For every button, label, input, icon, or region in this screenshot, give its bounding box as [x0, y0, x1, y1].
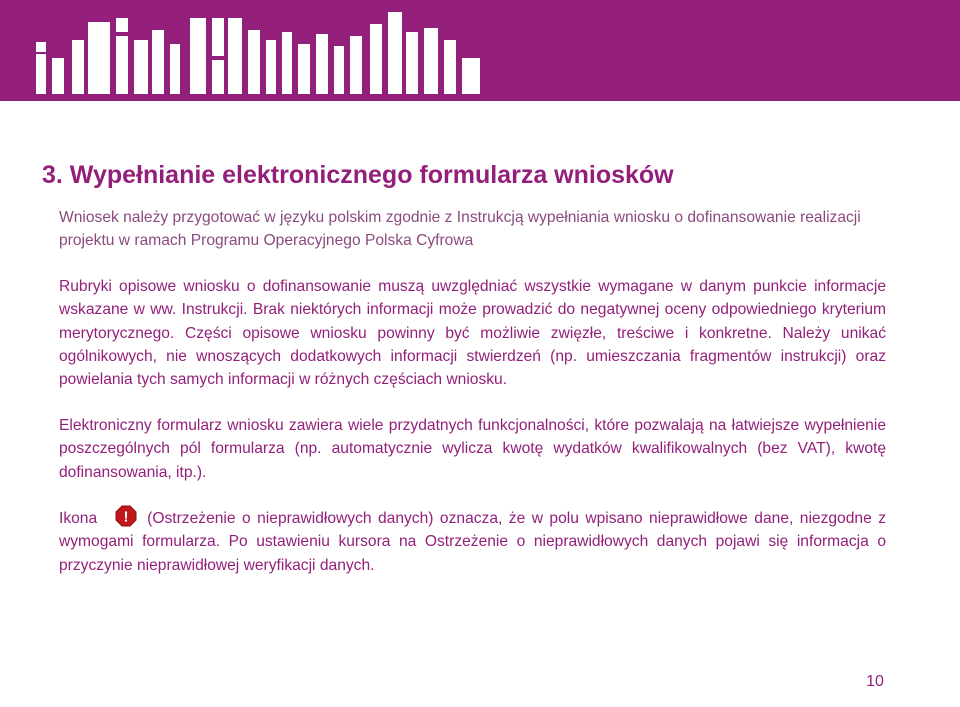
slide-title: 3. Wypełnianie elektronicznego formularza wniosków — [42, 161, 674, 189]
brand-logo-blocks — [0, 0, 960, 101]
header-banner — [0, 0, 960, 101]
svg-text:!: ! — [123, 508, 129, 526]
paragraph-warning-prefix: Ikona — [59, 510, 98, 528]
paragraph-descriptive-sections: Rubryki opisowe wniosku o dofinansowanie muszą uwzględniać wszystkie wymagane w danym punkcie informacje wskazane w ww. Instrukcji. Brak niektórych informacji może prowadzić do negatywnej oceny odpowiedniego kryterium merytorycznego. Części opisowe wniosku powinny być możliwie zwięzłe, treściwe i konkretne. Należy unikać ogólnikowych, nie wnoszących dodatkowych informacji stwierdzeń (np. umieszczania fragmentów instrukcji) oraz powielania tych samych informacji w różnych częściach wniosku. — [59, 277, 886, 389]
paragraph-intro: Wniosek należy przygotować w języku polskim zgodnie z Instrukcją wypełniania wniosku o dofinansowanie realizacji projektu w ramach Programu Operacyjnego Polska Cyfrowa — [59, 209, 861, 250]
warning-octagon-icon — [101, 506, 145, 528]
page-number: 10 — [866, 673, 884, 690]
paragraph-warning-text: (Ostrzeżenie o nieprawidłowych danych) oznacza, że w polu wpisano nieprawidłowe dane, niezgodne z wymogami formularza. Po ustawieniu kursora na Ostrzeżenie o nieprawidłowych danych pojawi się informacja o przyczynie nieprawidłowej weryfikacji danych. — [59, 510, 886, 574]
paragraph-warning-icon — [59, 506, 886, 577]
paragraph-form-features: Elektroniczny formularz wniosku zawiera wiele przydatnych funkcjonalności, które pozwalają na łatwiejsze wypełnienie poszczególnych pól formularza (np. automatycznie wylicza kwotę wydatków kwalifikowalnych (bez VAT), kwotę dofinansowania, itp.). — [59, 416, 886, 481]
body-text — [59, 206, 886, 577]
